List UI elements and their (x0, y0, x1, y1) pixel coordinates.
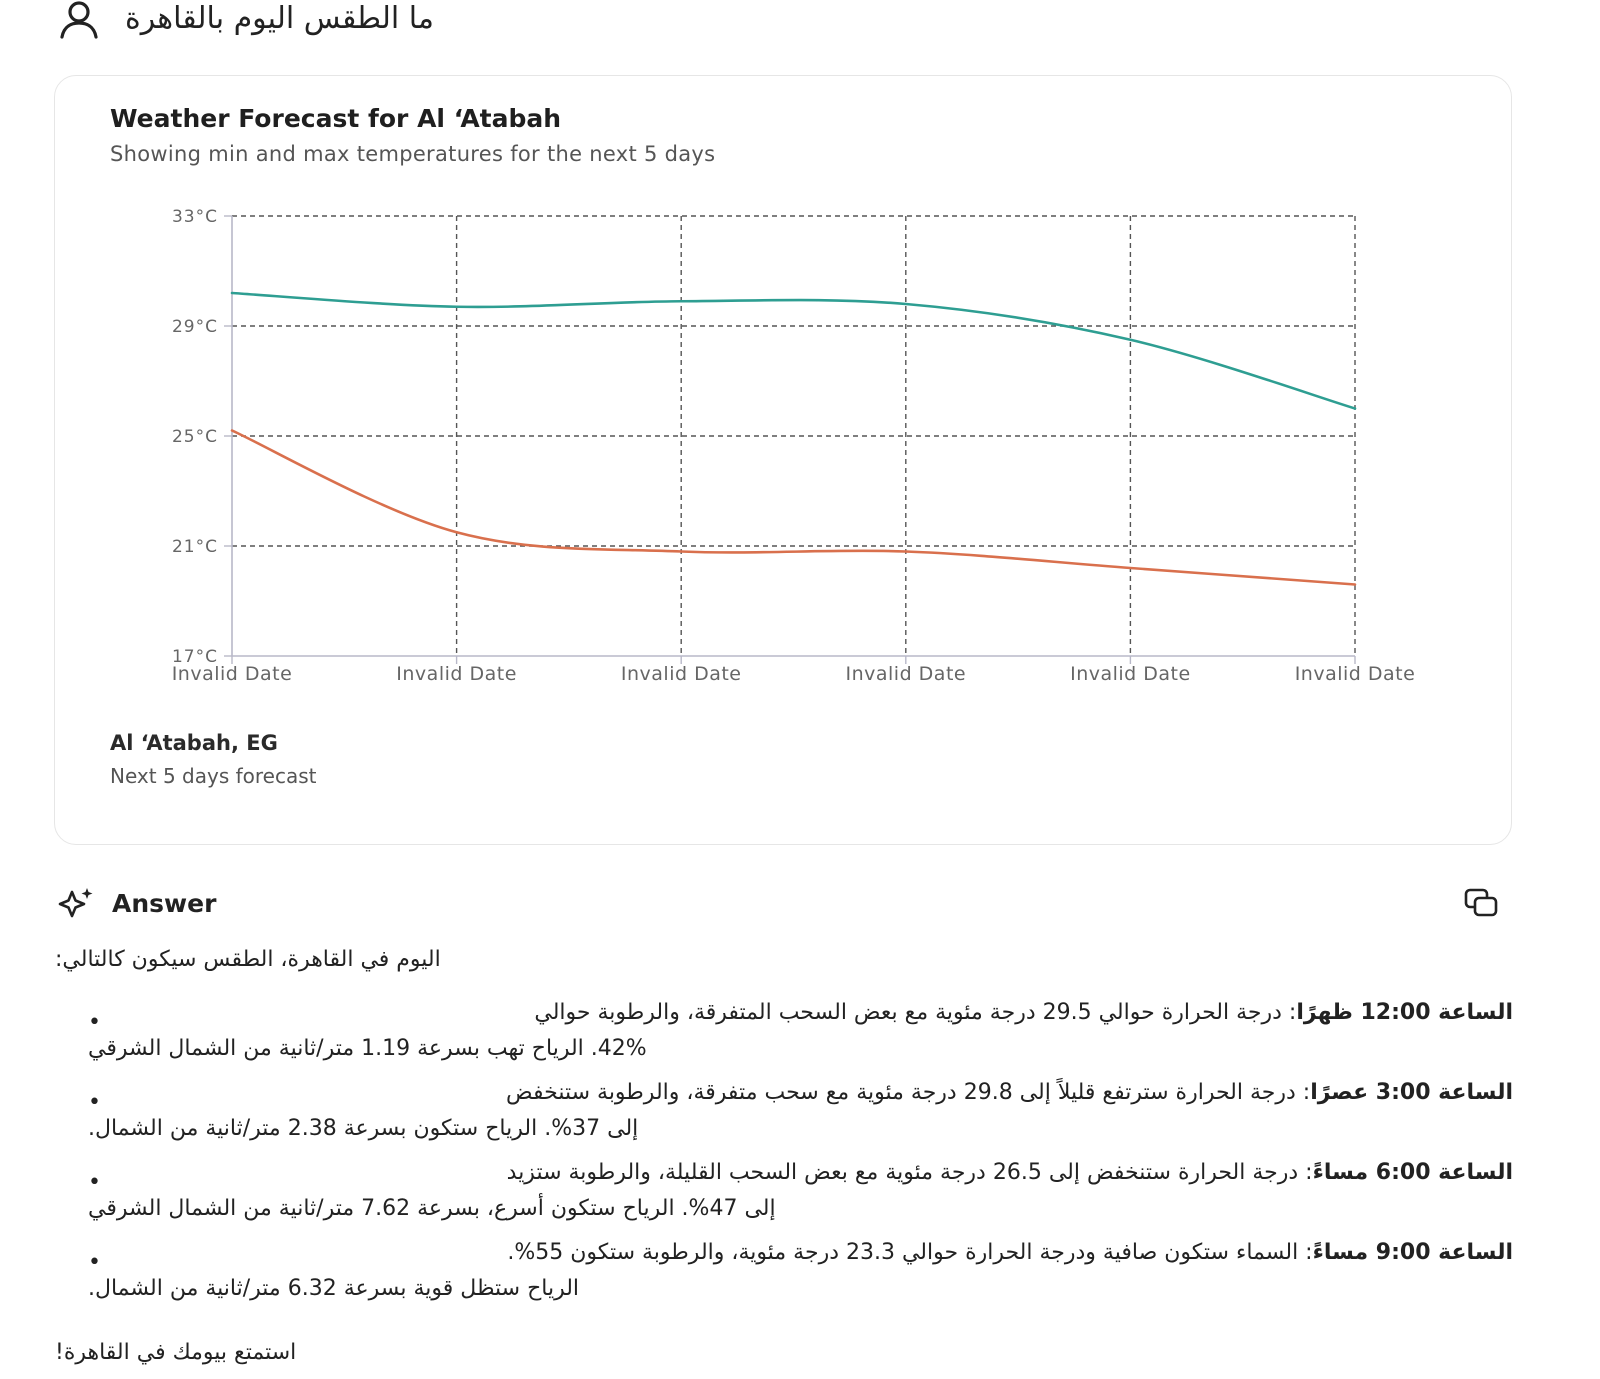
sparkle-icon (56, 886, 96, 920)
list-item (88, 1240, 1513, 1314)
answer-intro: اليوم في القاهرة، الطقس سيكون كالتالي: (55, 947, 441, 972)
chart-subtitle: Showing min and max temperatures for the next 5 days (110, 142, 716, 166)
temperature-chart (55, 76, 1511, 716)
item-time: الساعة 12:00 ظهرًا (1296, 1000, 1513, 1025)
answer-header (56, 883, 216, 923)
forecast-period: Next 5 days forecast (110, 764, 317, 788)
y-tick-label: 21°C (171, 537, 218, 557)
y-tick-label: 25°C (171, 427, 218, 447)
x-tick-label: Invalid Date (620, 663, 742, 685)
list-item (88, 1160, 1513, 1234)
x-tick-label: Invalid Date (396, 663, 517, 685)
answer-outro: استمتع بيومك في القاهرة! (55, 1340, 297, 1365)
item-text: : درجة الحرارة ستنخفض إلى 26.5 درجة مئوية مع بعض السحب القليلة، والرطوبة ستزيد (506, 1160, 1313, 1185)
item-time: الساعة 3:00 عصرًا (1310, 1080, 1513, 1105)
item-line-2: الرياح ستظل قوية بسرعة 6.32 متر/ثانية من الشمال. (88, 1276, 580, 1301)
item-line-2: إلى 47%. الرياح ستكون أسرع، بسرعة 7.62 متر/ثانية من الشمال الشرقي (88, 1196, 776, 1221)
list-item (88, 1000, 1513, 1074)
max-temperature-line (232, 293, 1355, 409)
y-tick-label: 33°C (171, 207, 218, 227)
location-label: Al ‘Atabah, EG (110, 731, 278, 755)
y-tick-label: 29°C (171, 317, 218, 337)
item-line-2: إلى 37%. الرياح ستكون بسرعة 2.38 متر/ثانية من الشمال. (88, 1116, 639, 1141)
min-temperature-line (232, 431, 1355, 585)
item-line-1 (534, 1000, 1513, 1025)
item-text: : درجة الحرارة سترتفع قليلاً إلى 29.8 درجة مئوية مع سحب متفرقة، والرطوبة ستنخفض (506, 1080, 1311, 1105)
item-line-2: 42%. الرياح تهب بسرعة 1.19 متر/ثانية من الشمال الشرقي (88, 1036, 647, 1061)
user-icon (58, 0, 100, 40)
item-line-1 (507, 1160, 1513, 1185)
answer-label: Answer (112, 888, 217, 918)
bullet-dot: • (88, 1250, 101, 1275)
copy-icon (1464, 888, 1500, 918)
x-tick-label: Invalid Date (1294, 663, 1416, 685)
y-tick-label: 17°C (171, 647, 218, 667)
x-tick-label: Invalid Date (1070, 663, 1191, 685)
bullet-dot: • (88, 1090, 101, 1115)
item-text: : درجة الحرارة حوالي 29.5 درجة مئوية مع بعض السحب المتفرقة، والرطوبة حوالي (534, 1000, 1297, 1025)
x-tick-label: Invalid Date (845, 663, 967, 685)
weather-card (54, 75, 1512, 845)
item-time: الساعة 6:00 مساءً (1312, 1160, 1513, 1185)
chart-title: Weather Forecast for Al ‘Atabah (110, 104, 562, 133)
item-line-1 (507, 1240, 1513, 1265)
list-item (88, 1080, 1513, 1154)
x-tick-label: Invalid Date (171, 663, 293, 685)
query-text: ما الطقس اليوم بالقاهرة (125, 1, 434, 36)
bullet-dot: • (88, 1010, 101, 1035)
item-line-1 (506, 1080, 1513, 1105)
user-query (58, 0, 100, 40)
copy-button[interactable] (1464, 888, 1500, 918)
item-text: : السماء ستكون صافية ودرجة الحرارة حوالي 23.3 درجة مئوية، والرطوبة ستكون 55%. (507, 1240, 1313, 1265)
item-time: الساعة 9:00 مساءً (1312, 1240, 1513, 1265)
bullet-dot: • (88, 1170, 101, 1195)
